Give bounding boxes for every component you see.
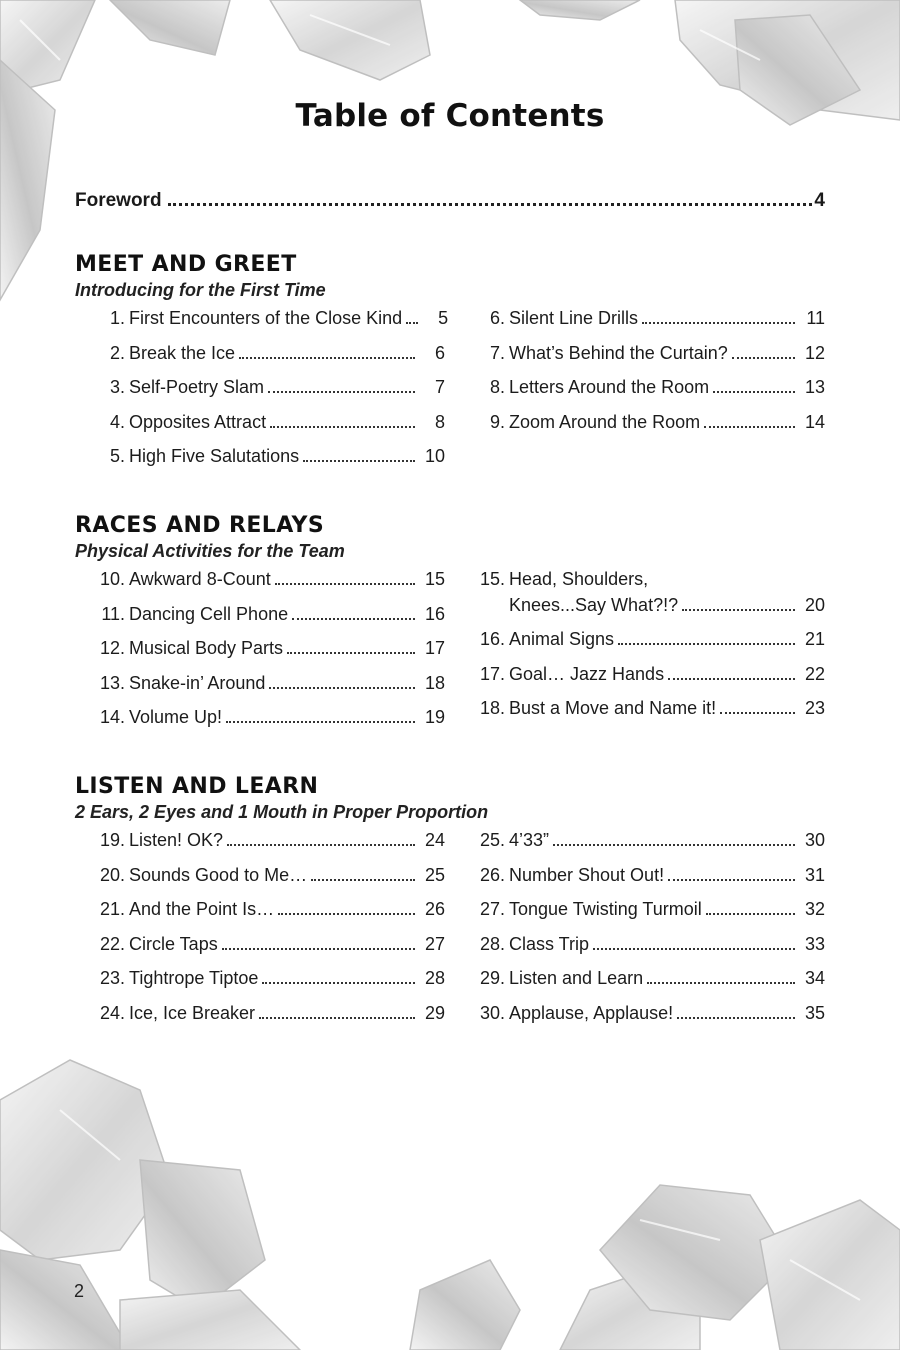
- entry-title: Volume Up!: [129, 707, 223, 727]
- entry-number: 13.: [99, 672, 125, 693]
- dot-leader: [292, 618, 415, 620]
- entry-title: What’s Behind the Curtain?: [509, 342, 728, 363]
- entry-title: Head, Shoulders,: [509, 569, 649, 589]
- entry-page: 5: [438, 308, 449, 328]
- dot-leader: [311, 879, 415, 881]
- entry-page: 25: [424, 864, 445, 885]
- page-title: Table of Contents: [295, 98, 605, 134]
- dot-leader: [262, 982, 415, 984]
- toc-entry[interactable]: [75, 864, 445, 899]
- entry-title: 4’33”: [509, 830, 550, 850]
- dot-leader: [270, 426, 415, 428]
- entry-page: 35: [804, 1002, 825, 1023]
- entry-title: Class Trip: [509, 933, 590, 954]
- section-subtitle: Physical Activities for the Team: [75, 541, 345, 561]
- entry-title: Musical Body Parts: [129, 638, 284, 658]
- toc-entry[interactable]: [75, 829, 445, 864]
- column-left: [75, 829, 445, 1036]
- dot-leader: [553, 844, 795, 846]
- entry-title: Sounds Good to Me…: [129, 864, 308, 885]
- toc-entry[interactable]: [75, 637, 445, 672]
- dot-leader: [269, 687, 415, 689]
- toc-entry[interactable]: [455, 898, 825, 933]
- entry-page: 10: [424, 446, 445, 466]
- entry-number: 10.: [99, 569, 125, 589]
- entry-title: Awkward 8-Count: [129, 569, 271, 589]
- entry-title: Tightrope Tiptoe: [129, 968, 259, 988]
- entry-title: Letters Around the Room: [509, 377, 710, 397]
- entry-page: 26: [424, 899, 445, 919]
- entry-title: Listen! OK?: [129, 830, 224, 850]
- toc-entry[interactable]: [75, 933, 445, 968]
- entry-page: 6: [434, 342, 445, 363]
- section-races-and-relays: [75, 513, 825, 727]
- dot-leader: [287, 652, 415, 654]
- entry-page: 34: [804, 968, 825, 988]
- entry-number: 9.: [489, 411, 505, 432]
- entry-page: 33: [804, 933, 825, 954]
- entry-number: 5.: [109, 446, 125, 466]
- foreword-label: Foreword: [75, 190, 162, 211]
- entry-number: 22.: [99, 933, 125, 954]
- section-subtitle: Introducing for the First Time: [75, 280, 326, 300]
- entry-page: 28: [424, 968, 445, 988]
- toc-entry[interactable]: [455, 411, 825, 446]
- entry-number: 28.: [479, 933, 505, 954]
- entry-title: First Encounters of the Close Kind: [129, 308, 403, 328]
- entry-page: 17: [424, 638, 445, 658]
- entry-number: 26.: [479, 864, 505, 885]
- entry-number: 11.: [101, 603, 125, 624]
- toc-entry[interactable]: [75, 376, 445, 411]
- toc-entry[interactable]: [75, 706, 445, 741]
- dot-leader: [268, 391, 415, 393]
- toc-entry[interactable]: [455, 967, 825, 1002]
- entry-page: 16: [424, 603, 445, 624]
- toc-entry[interactable]: [455, 376, 825, 411]
- toc-entry[interactable]: [455, 307, 825, 342]
- column-left: [75, 307, 449, 480]
- toc-entry[interactable]: [455, 1002, 825, 1037]
- entry-page: 22: [804, 663, 825, 684]
- entry-number: 4.: [109, 411, 125, 432]
- dot-leader: [226, 721, 415, 723]
- entry-page: 27: [424, 933, 445, 954]
- entry-title: And the Point Is…: [129, 899, 275, 919]
- dot-leader: [239, 357, 415, 359]
- toc-entry[interactable]: [455, 933, 825, 968]
- dot-leader: [704, 426, 795, 428]
- entry-page: 31: [804, 864, 825, 885]
- entry-page: 15: [424, 569, 445, 589]
- entry-number: 23.: [99, 968, 125, 988]
- dot-leader: [668, 879, 795, 881]
- toc-entry[interactable]: [75, 1002, 445, 1037]
- dot-leader: [706, 913, 795, 915]
- entry-page: 19: [424, 707, 445, 727]
- entry-page: 32: [804, 899, 825, 919]
- dot-leader: [222, 948, 415, 950]
- entry-number: 15.: [479, 569, 505, 589]
- entry-number: 25.: [479, 830, 505, 850]
- column-left: [75, 568, 445, 741]
- toc-entry[interactable]: [75, 411, 445, 446]
- entry-page: 30: [804, 830, 825, 850]
- toc-entry[interactable]: [455, 864, 825, 899]
- dot-leader: [303, 460, 415, 462]
- toc-entry[interactable]: [455, 663, 825, 698]
- dot-leader: [732, 357, 795, 359]
- entry-number: 30.: [479, 1002, 505, 1023]
- section-heading: RACES AND RELAYS: [75, 513, 325, 538]
- entry-title: High Five Salutations: [129, 446, 300, 466]
- entry-number: 12.: [99, 638, 125, 658]
- section-listen-and-learn: [75, 774, 825, 1023]
- entry-title: Listen and Learn: [509, 968, 644, 988]
- toc-entry[interactable]: [75, 672, 445, 707]
- dot-leader: [668, 678, 795, 680]
- entry-number: 8.: [489, 377, 505, 397]
- toc-entry[interactable]: [75, 603, 445, 638]
- section-meet-and-greet: [75, 252, 825, 466]
- entry-number: 29.: [479, 968, 505, 988]
- entry-page: 24: [424, 830, 445, 850]
- toc-entry[interactable]: [455, 829, 825, 864]
- entry-number: 20.: [99, 864, 125, 885]
- dot-leader: [720, 712, 795, 714]
- entry-title: Opposites Attract: [129, 411, 267, 432]
- entry-number: 27.: [479, 899, 505, 919]
- entry-page: 29: [424, 1002, 445, 1023]
- entry-title: Ice, Ice Breaker: [129, 1002, 256, 1023]
- dot-leader: [275, 583, 415, 585]
- column-right: [455, 568, 825, 732]
- toc-entry[interactable]: [75, 898, 445, 933]
- dot-leader: [259, 1017, 415, 1019]
- toc-entry-foreword[interactable]: [75, 190, 825, 216]
- dot-leader: [713, 391, 795, 393]
- toc-entry[interactable]: [75, 445, 445, 480]
- dot-leader: [677, 1017, 795, 1019]
- dot-leader: [647, 982, 795, 984]
- entry-title: Self-Poetry Slam: [129, 377, 265, 397]
- entry-title: Tongue Twisting Turmoil: [509, 899, 702, 919]
- entry-page: 8: [434, 411, 445, 432]
- entry-page: 20: [804, 595, 825, 615]
- entry-page: 12: [804, 342, 825, 363]
- entry-title: Dancing Cell Phone: [129, 603, 289, 624]
- toc-entry[interactable]: [75, 307, 449, 342]
- dot-leader: [593, 948, 795, 950]
- entry-title: Snake-in’ Around: [129, 672, 266, 693]
- entry-title: Bust a Move and Name it!: [509, 698, 717, 718]
- column-right: [455, 829, 825, 1036]
- entry-number: 7.: [489, 342, 505, 363]
- toc-entry[interactable]: [455, 697, 825, 732]
- entry-number: 24.: [99, 1002, 125, 1023]
- section-subtitle: 2 Ears, 2 Eyes and 1 Mouth in Proper Proportion: [75, 802, 489, 822]
- entry-title: Animal Signs: [509, 629, 615, 649]
- entry-title: Zoom Around the Room: [509, 411, 701, 432]
- entry-page: 21: [804, 629, 825, 649]
- toc-entry[interactable]: [75, 967, 445, 1002]
- toc-entry[interactable]: [455, 628, 825, 663]
- entry-title: Number Shout Out!: [509, 864, 665, 885]
- foreword-page: 4: [814, 190, 825, 211]
- entry-page: 23: [804, 698, 825, 718]
- entry-number: 6.: [489, 308, 505, 328]
- dot-leader: [642, 322, 795, 324]
- entry-number: 14.: [99, 707, 125, 727]
- entry-title: Circle Taps: [129, 933, 218, 954]
- entry-number: 21.: [99, 899, 125, 919]
- section-heading: LISTEN AND LEARN: [75, 774, 319, 799]
- entry-number: 16.: [479, 629, 505, 649]
- entry-number: 2.: [109, 342, 125, 363]
- entry-title: Applause, Applause!: [509, 1002, 674, 1023]
- entry-title: Break the Ice: [129, 342, 236, 363]
- entry-page: 18: [424, 672, 445, 693]
- toc-entry[interactable]: [455, 568, 825, 628]
- entry-page: 7: [434, 377, 445, 397]
- entry-title: Goal… Jazz Hands: [509, 663, 665, 684]
- toc-entry[interactable]: [75, 568, 445, 603]
- entry-number: 19.: [99, 830, 125, 850]
- section-heading: MEET AND GREET: [75, 252, 297, 277]
- dot-leader: [227, 844, 415, 846]
- column-right: [455, 307, 825, 445]
- toc-entry[interactable]: [75, 342, 445, 377]
- entry-title-continued: Knees...Say What?!?: [509, 595, 679, 615]
- dot-leader: [682, 609, 795, 611]
- dot-leader: [618, 643, 795, 645]
- dot-leader: [278, 913, 415, 915]
- entry-page: 14: [804, 411, 825, 432]
- entry-page: 13: [804, 377, 825, 397]
- entry-number: 3.: [109, 377, 125, 397]
- dot-leader: [406, 322, 418, 324]
- entry-number: 18.: [479, 698, 505, 718]
- dot-leader: [168, 203, 813, 206]
- toc-entry[interactable]: [455, 342, 825, 377]
- entry-number: 17.: [479, 663, 505, 684]
- page-number: 2: [74, 1281, 85, 1301]
- entry-title: Silent Line Drills: [509, 308, 639, 328]
- entry-number: 1.: [109, 308, 125, 328]
- entry-page: 11: [806, 308, 825, 328]
